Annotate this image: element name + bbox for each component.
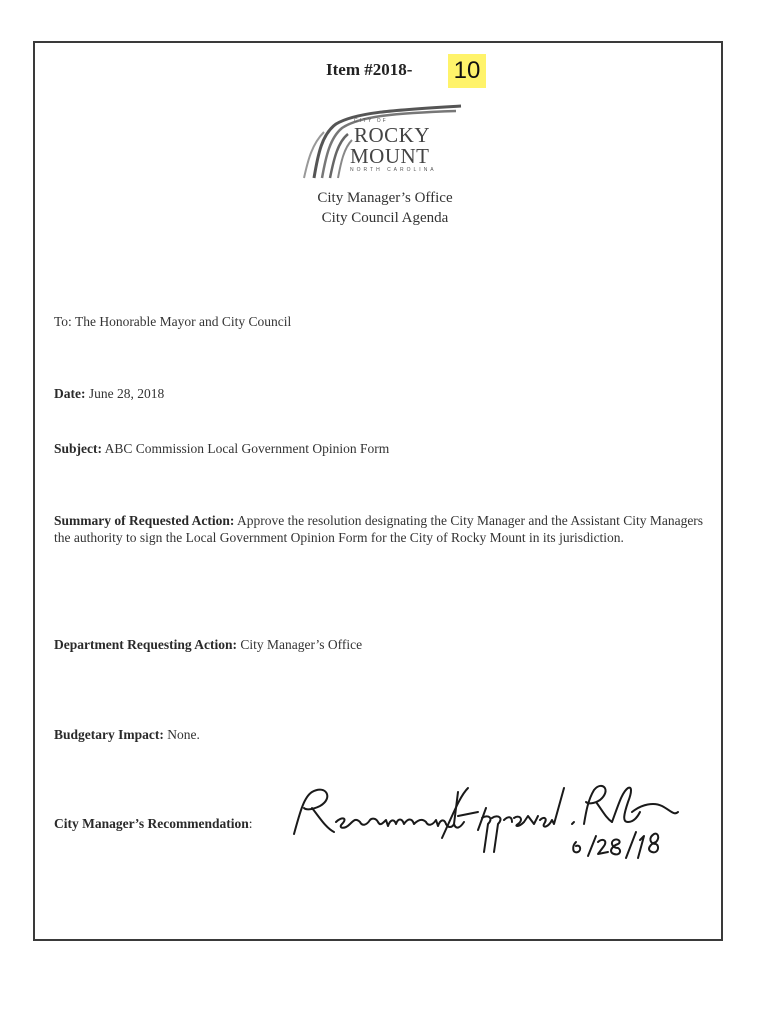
summary-label: Summary of Requested Action	[54, 513, 230, 528]
logo-mount: MOUNT	[350, 144, 430, 168]
item-number-highlight: 10	[448, 54, 486, 88]
date-field: Date: June 28, 2018	[54, 386, 165, 401]
summary-value: Approve the resolution designating the City Manager and the Assistant City Managers the authority to sign the Local Government Opinion Form for the City of Rocky Mount in its jurisdiction.	[54, 513, 704, 545]
item-label: Item #2018-	[326, 60, 413, 79]
to-value: The Honorable Mayor and City Council	[74, 314, 292, 329]
summary-field: Summary of Requested Action: Approve the resolution designating the City Manager and the Assistant City Managers the authority to sign the Local Government Opinion Form for the City of Rocky Mount in its jurisdiction.	[54, 513, 704, 545]
to-label: To:	[54, 314, 72, 329]
city-logo	[296, 104, 466, 184]
subject-label: Subject	[54, 441, 98, 456]
department-field: Department Requesting Action: City Manager’s Office	[54, 637, 363, 652]
agenda-title: City Council Agenda	[321, 210, 449, 226]
department-label: Department Requesting Action	[54, 637, 233, 652]
subject-field: Subject: ABC Commission Local Government Opinion Form	[54, 441, 390, 456]
subject-value: ABC Commission Local Government Opinion Form	[104, 441, 390, 456]
recommendation-label: City Manager’s Recommendation	[54, 816, 249, 831]
logo-rocky: ROCKY	[354, 123, 431, 147]
budget-value: None.	[167, 727, 200, 742]
budget-field: Budgetary Impact: None.	[54, 727, 200, 742]
department-value: City Manager’s Office	[240, 637, 363, 652]
date-value: June 28, 2018	[88, 386, 165, 401]
logo-city-of: CITY OF	[354, 118, 388, 124]
office-name: City Manager’s Office	[317, 190, 453, 206]
to-field	[54, 313, 291, 330]
recommendation-field: City Manager’s Recommendation:	[54, 816, 253, 831]
handwritten-signature	[282, 772, 682, 862]
budget-label: Budgetary Impact	[54, 727, 160, 742]
date-label: Date	[54, 386, 81, 401]
logo-state: NORTH CAROLINA	[350, 167, 437, 173]
